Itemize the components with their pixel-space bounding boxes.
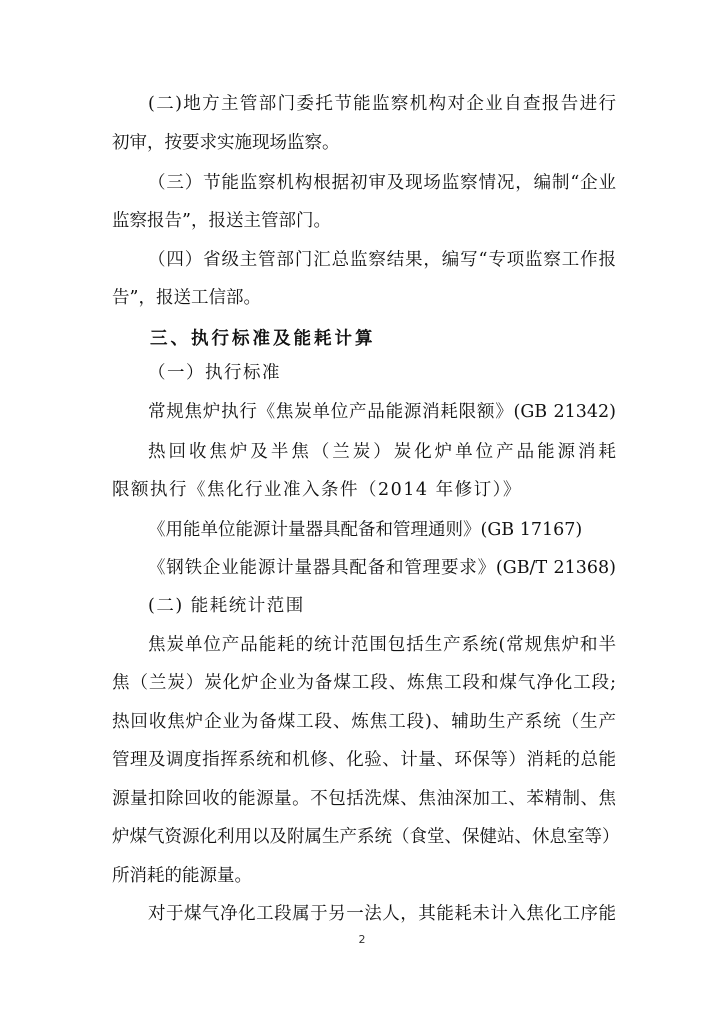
paragraph-line: 对于煤气净化工段属于另一法人，其能耗未计入焦化工序能	[148, 904, 616, 924]
paragraph-line: 焦炭单位产品能耗的统计范围包括生产系统(常规焦炉和半	[148, 635, 616, 655]
paragraph-line: 炉煤气资源化利用以及附属生产系统（食堂、保健站、休息室等）	[112, 827, 620, 847]
section-heading: 三、执行标准及能耗计算	[150, 329, 376, 349]
standard-line: 常规焦炉执行《焦炭单位产品能源消耗限额》(GB 21342)	[148, 402, 616, 422]
subsection-heading: (二) 能耗统计范围	[148, 596, 305, 616]
standard-line: 《用能单位能源计量器具配备和管理通则》(GB 17167)	[148, 520, 583, 540]
standard-line: 限额执行《焦化行业准入条件（2014 年修订）》	[112, 480, 522, 500]
paragraph-line: （三）节能监察机构根据初审及现场监察情况，编制“企业	[148, 173, 616, 193]
paragraph-line: 所消耗的能源量。	[112, 866, 252, 886]
paragraph-line: 热回收焦炉企业为备煤工段、炼焦工段)、辅助生产系统（生产	[112, 712, 616, 732]
paragraph-line: （四）省级主管部门汇总监察结果，编写“专项监察工作报	[148, 250, 616, 270]
paragraph-line: 监察报告”，报送主管部门。	[112, 211, 331, 231]
page-number: 2	[358, 933, 366, 946]
standard-line: 热回收焦炉及半焦（兰炭）炭化炉单位产品能源消耗	[148, 442, 616, 462]
paragraph-line: 焦（兰炭）炭化炉企业为备煤工段、炼焦工段和煤气净化工段;	[112, 673, 616, 693]
subsection-heading: （一）执行标准	[148, 363, 281, 383]
paragraph-line: (二)地方主管部门委托节能监察机构对企业自查报告进行	[148, 94, 616, 114]
paragraph-line: 源量扣除回收的能源量。不包括洗煤、焦油深加工、苯精制、焦	[112, 789, 616, 809]
paragraph-line: 初审，按要求实施现场监察。	[112, 133, 340, 153]
paragraph-line: 管理及调度指挥系统和机修、化验、计量、环保等）消耗的总能	[112, 750, 616, 770]
paragraph-line: 告”，报送工信部。	[112, 288, 261, 308]
standard-line: 《钢铁企业能源计量器具配备和管理要求》(GB/T 21368)	[148, 558, 616, 578]
